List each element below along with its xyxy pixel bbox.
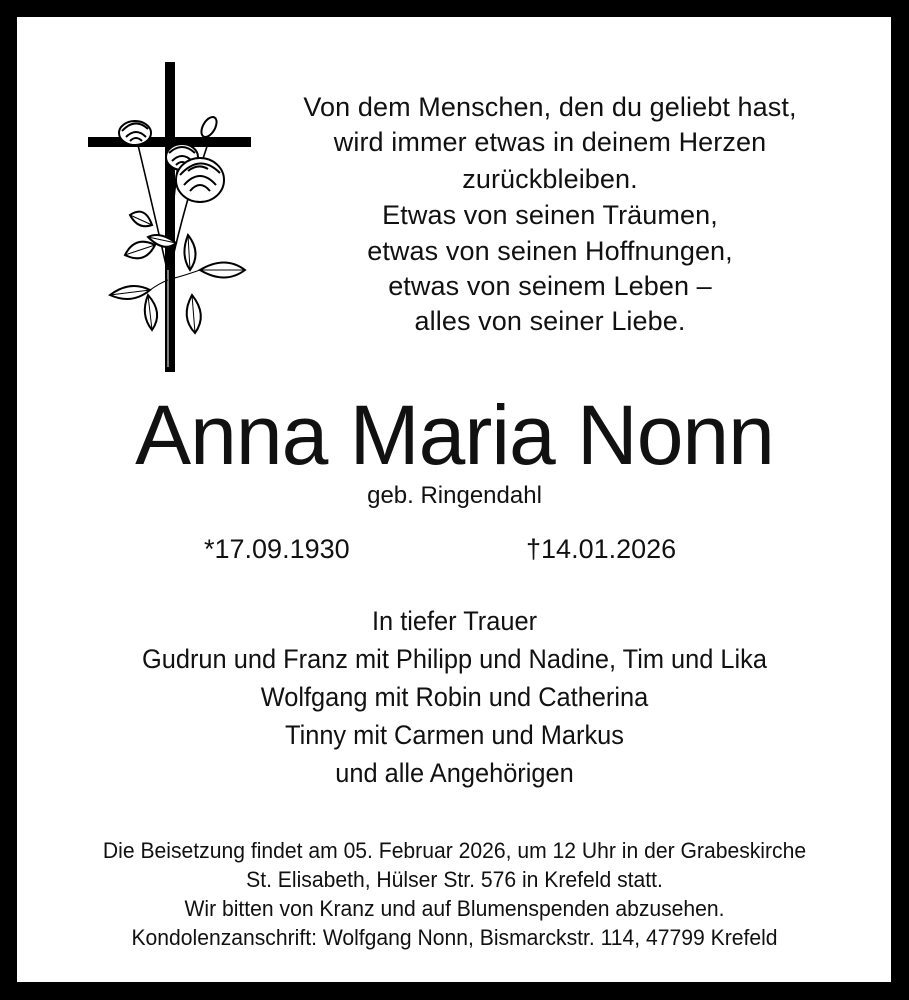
death-date-group [526, 534, 676, 564]
poem-line: Etwas von seinen Träumen, [382, 200, 718, 230]
funeral-info-line: Die Beisetzung findet am 05. Februar 2026, um 12 Uhr in der Grabeskirche [102, 838, 807, 863]
poem-line: zurückbleiben. [462, 164, 638, 194]
poem-line: etwas von seinem Leben – [388, 271, 712, 301]
poem-line: Von dem Menschen, den du geliebt hast, [303, 92, 797, 122]
funeral-info-line: St. Elisabeth, Hülser Str. 576 in Krefeld statt. [246, 867, 663, 892]
mourner-line: Wolfgang mit Robin und Catherina [260, 682, 649, 712]
mourner-line: Tinny mit Carmen und Markus [285, 720, 624, 750]
poem-line: wird immer etwas in deinem Herzen [333, 127, 767, 157]
death-cross-icon: † [526, 534, 542, 564]
funeral-info-line: Wir bitten von Kranz und auf Blumenspenden abzusehen. [184, 896, 725, 921]
poem-line: alles von seiner Liebe. [414, 306, 686, 336]
poem-line: etwas von seinen Hoffnungen, [367, 236, 733, 266]
mourner-line: und alle Angehörigen [335, 758, 574, 788]
mourning-heading: In tiefer Trauer [371, 606, 538, 636]
deceased-name: Anna Maria Nonn [135, 388, 774, 482]
mourner-line: Gudrun und Franz mit Philipp und Nadine, Tim und Lika [142, 644, 767, 674]
condolence-address: Kondolenzanschrift: Wolfgang Nonn, Bismarckstr. 114, 47799 Krefeld [131, 925, 778, 950]
cross-with-roses-icon [80, 55, 260, 380]
death-date: 14.01.2026 [541, 534, 677, 564]
maiden-name: geb. Ringendahl [367, 482, 542, 509]
birth-date: *17.09.1930 [204, 534, 350, 564]
